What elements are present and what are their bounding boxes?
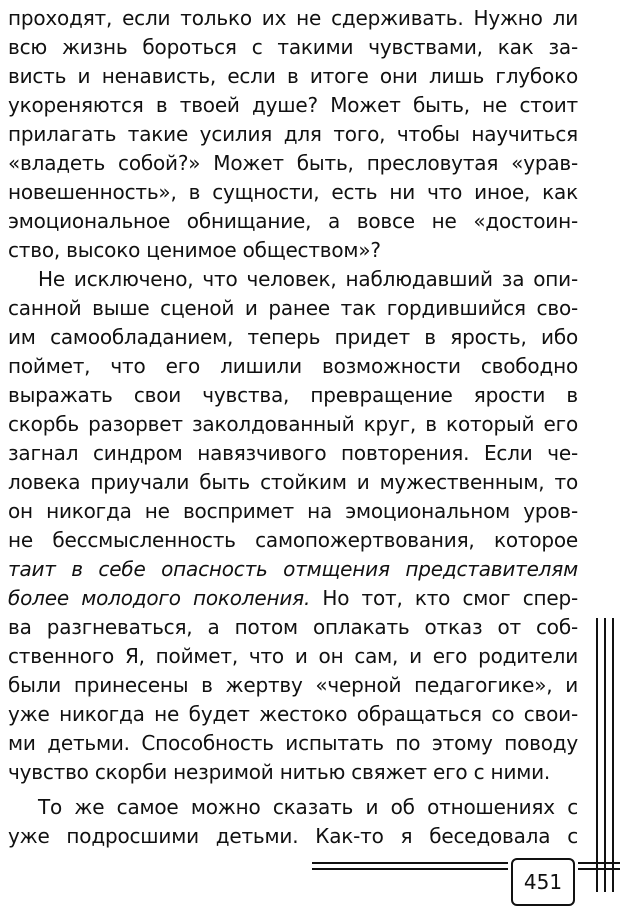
text-line: санной выше сценой и ранее так гордившийся сво- [8, 296, 578, 320]
text-line: уже подросшими детьми. Как-то я беседовала с [8, 824, 578, 848]
text-line: Не исключено, что человек, наблюдавший за опи- [38, 267, 578, 291]
text-line: ва разгневаться, а потом оплакать отказ от соб- [8, 615, 578, 639]
page-number: 451 [511, 858, 575, 906]
text-line: чувство скорби незримой нитью свяжет его с ними. [8, 760, 551, 784]
text-line: скорбь разорвет заколдованный круг, в который его [8, 412, 578, 436]
italic-phrase: более молодого поколения. [8, 586, 311, 610]
text-line: прилагать такие усилия для того, чтобы научиться [8, 122, 578, 146]
side-rule-3 [612, 618, 614, 892]
text-line: То же самое можно сказать и об отношениях с [38, 795, 578, 819]
text-line: им самообладанием, теперь придет в ярость, ибо [8, 325, 578, 349]
text-line: не бессмысленность самопожертвования, которое [8, 528, 578, 552]
text-line: уже никогда не будет жестоко обращаться со свои- [8, 702, 578, 726]
page-body [8, 4, 578, 851]
text-line: всю жизнь бороться с такими чувствами, как за- [8, 35, 578, 59]
mixed-text-line [8, 584, 578, 613]
italic-text-line: таит в себе опасность отмщения представителям [8, 557, 578, 581]
text-line: выражать свои чувства, превращение ярости в [8, 383, 578, 407]
text-line: висть и ненависть, если в итоге они лишь глубоко [8, 64, 578, 88]
text-line: ми детьми. Способность испытать по этому поводу [8, 731, 578, 755]
text-line: он никогда не воспримет на эмоциональном уров- [8, 499, 578, 523]
text-line: новешенность», в сущности, есть ни что иное, как [8, 180, 578, 204]
text-line: «владеть собой?» Может быть, пресловутая «урав- [8, 151, 578, 175]
text-line: поймет, что его лишили возможности свободно [8, 354, 578, 378]
text-line: эмоциональное обнищание, а вовсе не «достоин- [8, 209, 578, 233]
normal-phrase: Но тот, кто смог спер- [310, 586, 578, 610]
footer-rule-top [312, 862, 508, 864]
text-line: проходят, если только их не сдерживать. Нужно ли [8, 6, 578, 30]
text-line: загнал синдром навязчивого повторения. Если че- [8, 441, 578, 465]
text-line: ловека приучали быть стойким и мужественным, то [8, 470, 578, 494]
text-line: были принесены в жертву «черной педагогике», и [8, 673, 578, 697]
text-line: укореняются в твоей душе? Может быть, не стоит [8, 93, 578, 117]
text-line: ство, высоко ценимое обществом»? [8, 238, 381, 262]
text-line: ственного Я, поймет, что и он сам, и его родители [8, 644, 578, 668]
side-rule-1 [596, 618, 598, 892]
footer-rule-bottom [312, 868, 508, 870]
side-rule-2 [604, 618, 606, 892]
